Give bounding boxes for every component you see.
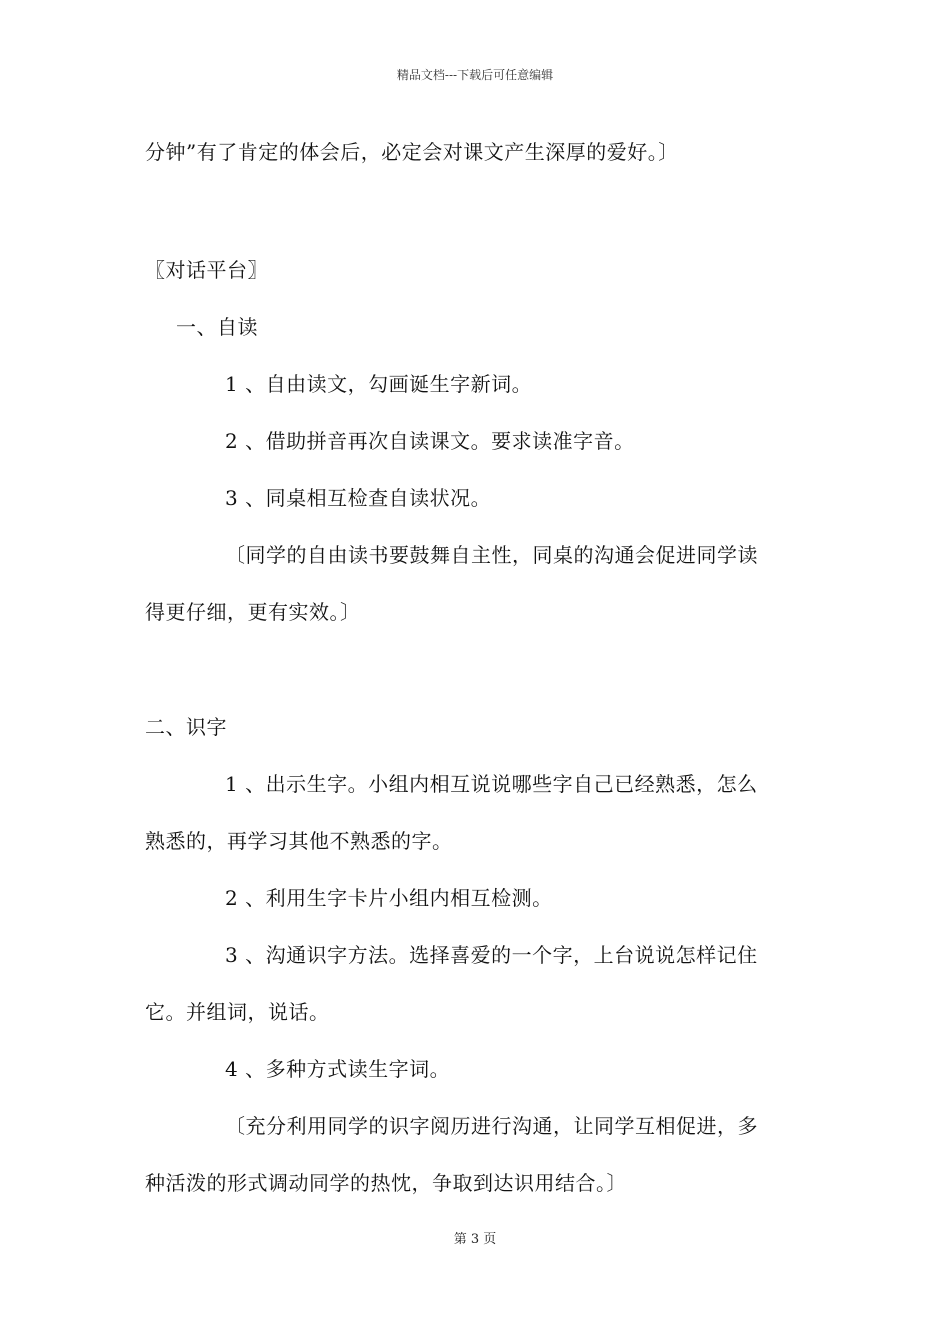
- part1-item-1: 1 、自由读文，勾画诞生字新词。: [225, 372, 533, 396]
- page-number: 第 3 页: [453, 1232, 497, 1247]
- part1-note-line-1: 〔同学的自由读书要鼓舞自主性，同桌的沟通会促进同学读: [225, 543, 758, 567]
- part2-item-2: 2 、利用生字卡片小组内相互检测。: [225, 886, 553, 910]
- part1-title: 一、自读: [176, 315, 258, 339]
- part2-note-line-1: 〔充分利用同学的识字阅历进行沟通，让同学互相促进，多: [225, 1114, 758, 1138]
- part2-item-3-line-2: 它。并组词，说话。: [145, 1000, 330, 1024]
- part2-item-4: 4 、多种方式读生字词。: [225, 1057, 451, 1081]
- part2-item-3-line-1: 3 、沟通识字方法。选择喜爱的一个字，上台说说怎样记住: [225, 943, 758, 967]
- part2-title: 二、识字: [145, 715, 227, 739]
- part1-item-3: 3 、同桌相互检查自读状况。: [225, 486, 492, 510]
- page-header: 精品文档---下载后可任意编辑: [396, 68, 554, 82]
- part2-note-line-2: 种活泼的形式调动同学的热忱，争取到达识用结合。〕: [145, 1171, 627, 1195]
- part1-item-2: 2 、借助拼音再次自读课文。要求读准字音。: [225, 429, 635, 453]
- part2-item-1-line-1: 1 、出示生字。小组内相互说说哪些字自己已经熟悉，怎么: [225, 772, 758, 796]
- paragraph-line: 分钟”有了肯定的体会后，必定会对课文产生深厚的爱好。〕: [145, 140, 679, 164]
- part1-note-line-2: 得更仔细，更有实效。〕: [145, 600, 361, 624]
- section-heading-dialog: 〖对话平台〗: [145, 258, 268, 282]
- part2-item-1-line-2: 熟悉的，再学习其他不熟悉的字。: [145, 829, 453, 853]
